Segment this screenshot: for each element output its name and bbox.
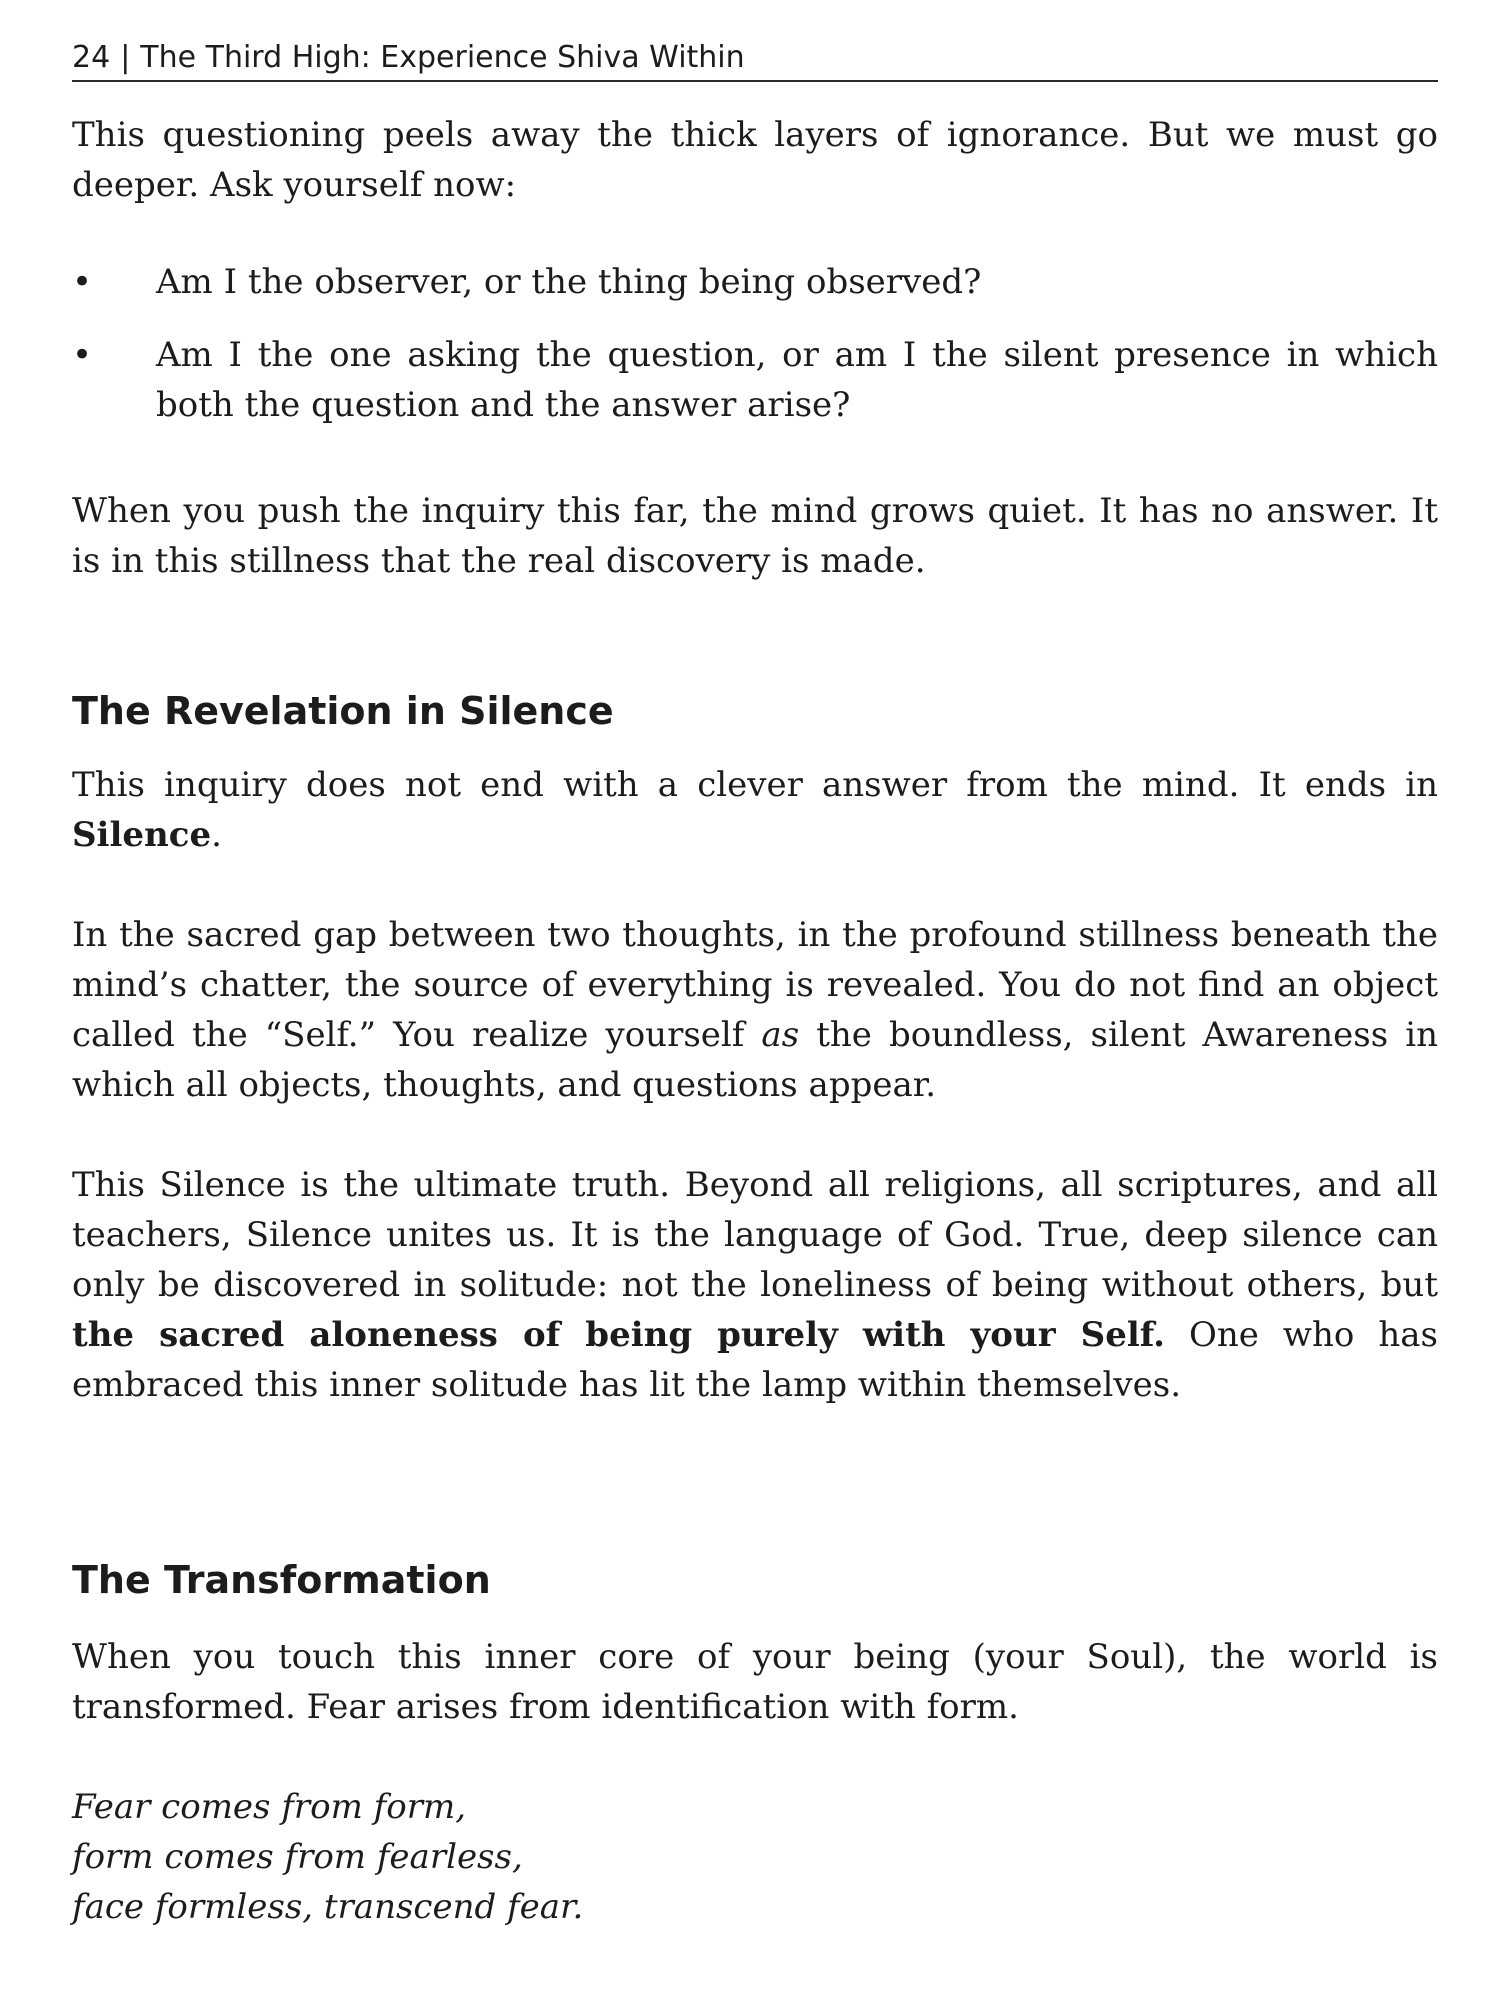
question-item	[72, 257, 1438, 307]
book-title: The Third High: Experience Shiva Within	[140, 40, 745, 75]
poem-line: face formless, transcend fear.	[72, 1887, 584, 1927]
header-rule	[72, 80, 1438, 82]
revelation-p3-block	[72, 1160, 1438, 1410]
intro-block	[72, 110, 1438, 210]
section-heading-revelation: The Revelation in Silence	[72, 689, 614, 733]
revelation-paragraph-2	[72, 910, 1438, 1110]
bullet-icon: •	[72, 335, 93, 375]
question-list	[72, 257, 1438, 430]
question-item	[72, 330, 1438, 430]
transformation-paragraph-block	[72, 1632, 1438, 1732]
text-run: This inquiry does not end with a clever answer from the mind. It ends in	[72, 765, 1438, 805]
page-number: 24	[72, 40, 111, 75]
text-run: the boundless, silent Awareness in which all objects, thoughts, and questions appear.	[72, 1015, 1438, 1105]
revelation-p1-block	[72, 760, 1438, 860]
running-header	[72, 38, 1438, 78]
revelation-p2-block	[72, 910, 1438, 1110]
text-run: This Silence is the ultimate truth. Beyond all religions, all scriptures, and all teachers, Silence unites us. It is the language of God. True, deep silence can only be discovered in solitude: not the loneliness of being without others, but	[72, 1165, 1438, 1305]
revelation-paragraph-1	[72, 760, 1438, 860]
bullet-icon: •	[72, 262, 93, 302]
poem-block	[72, 1782, 1438, 1932]
inquiry-paragraph: When you push the inquiry this far, the mind grows quiet. It has no answer. It is in this stillness that the real discovery is made.	[72, 491, 1438, 581]
poem-line: Fear comes from form,	[72, 1787, 467, 1827]
question-text: Am I the observer, or the thing being observed?	[156, 262, 982, 302]
question-text: Am I the one asking the question, or am I the silent presence in which both the question and the answer arise?	[156, 335, 1438, 425]
text-run: One who has embraced this inner solitude has lit the lamp within themselves.	[72, 1315, 1438, 1405]
revelation-heading-block	[72, 686, 1438, 736]
revelation-paragraph-3	[72, 1160, 1438, 1410]
text-run: In the sacred gap between two thoughts, in the profound stillness beneath the mind’s chatter, the source of everything is revealed. You do not find an object called the “Self.” You realize yourself	[72, 915, 1438, 1055]
section-heading-transformation: The Transformation	[72, 1558, 491, 1602]
intro-paragraph: This questioning peels away the thick layers of ignorance. But we must go deeper. Ask yourself now:	[72, 115, 1438, 205]
inquiry-block	[72, 486, 1438, 586]
text-run: .	[211, 815, 222, 855]
italic-run: as	[761, 1015, 800, 1055]
transformation-heading-block	[72, 1555, 1438, 1605]
poem-line: form comes from fearless,	[72, 1837, 523, 1877]
bold-run: the sacred aloneness of being purely with your Self.	[72, 1315, 1165, 1355]
bold-run: Silence	[72, 815, 212, 855]
questions-block	[72, 257, 1438, 454]
transformation-paragraph: When you touch this inner core of your being (your Soul), the world is transformed. Fear arises from identification with form.	[72, 1637, 1438, 1727]
header-separator: |	[120, 40, 131, 75]
